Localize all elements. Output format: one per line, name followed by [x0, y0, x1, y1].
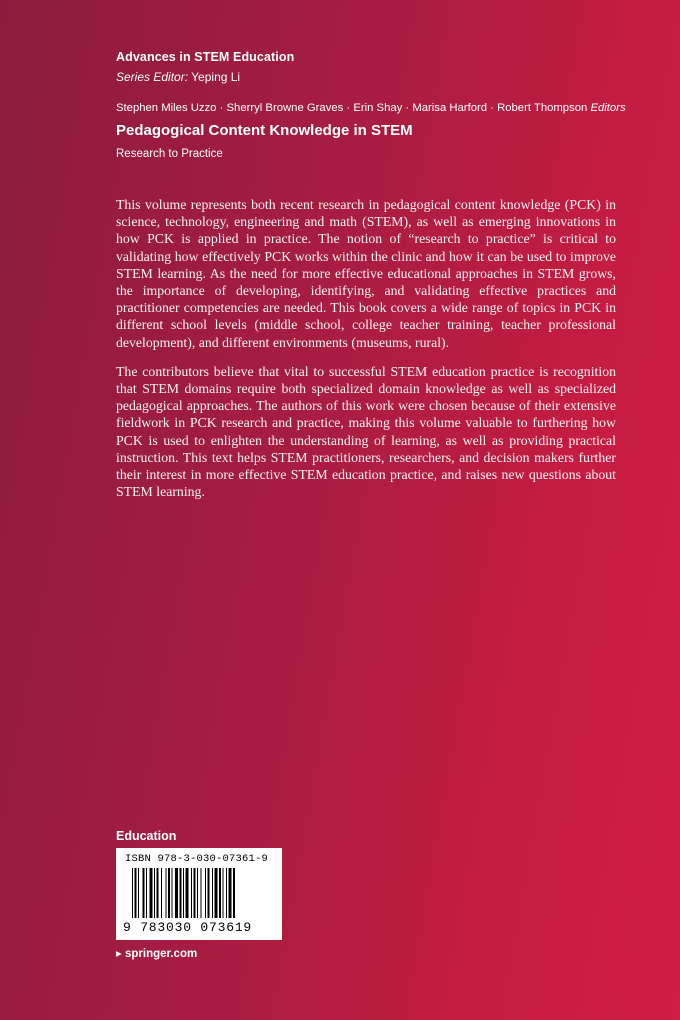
series-editor-label: Series Editor: — [116, 70, 189, 84]
book-editors — [116, 102, 626, 114]
book-description — [116, 196, 616, 512]
editors-names: Stephen Miles Uzzo · Sherryl Browne Graves · Erin Shay · Marisa Harford · Robert Thompson — [116, 102, 588, 114]
description-paragraph: This volume represents both recent research in pedagogical content knowledge (PCK) in science, technology, engineering and math (STEM), as well as emerging innovations in how PCK is applied in practice. The notion of “research to practice” is critical to validating how effectively PCK works within the clinic and how it can be used to improve STEM learning. As the need for more effective educational approaches in STEM grows, the importance of developing, identifying, and validating effective practices and practitioner competencies are needed. This book covers a wide range of topics in PCK in different school levels (middle school, college teacher training, teacher professional development), and different environments (museums, rural). — [116, 197, 616, 350]
isbn-barcode — [116, 848, 282, 940]
barcode-digits: 9 783030 073619 — [123, 920, 253, 935]
isbn-label: ISBN 978-3-030-07361-9 — [125, 853, 269, 865]
series-editor — [116, 70, 240, 84]
series-editor-name: Yeping Li — [191, 70, 241, 84]
series-title: Advances in STEM Education — [116, 50, 295, 64]
publisher-url[interactable] — [116, 946, 197, 960]
publisher-url-text: springer.com — [124, 948, 198, 960]
arrow-icon: ▸ — [116, 948, 122, 960]
book-subtitle: Research to Practice — [116, 148, 223, 160]
editors-role: Editors — [590, 102, 626, 114]
subject-category: Education — [116, 829, 177, 843]
book-title: Pedagogical Content Knowledge in STEM — [116, 122, 413, 139]
description-paragraph: The contributors believe that vital to successful STEM education practice is recognition that STEM domains require both specialized domain knowledge as well as specialized pedagogical approaches. The authors of this work were chosen because of their extensive fieldwork in PCK research and practice, making this volume valuable to furthering how PCK is used to enlighten the understanding of learning, as well as providing practical instruction. This text helps STEM practitioners, researchers, and decision makers further their interest in more effective STEM education practice, and raises new questions about STEM learning. — [116, 363, 616, 500]
